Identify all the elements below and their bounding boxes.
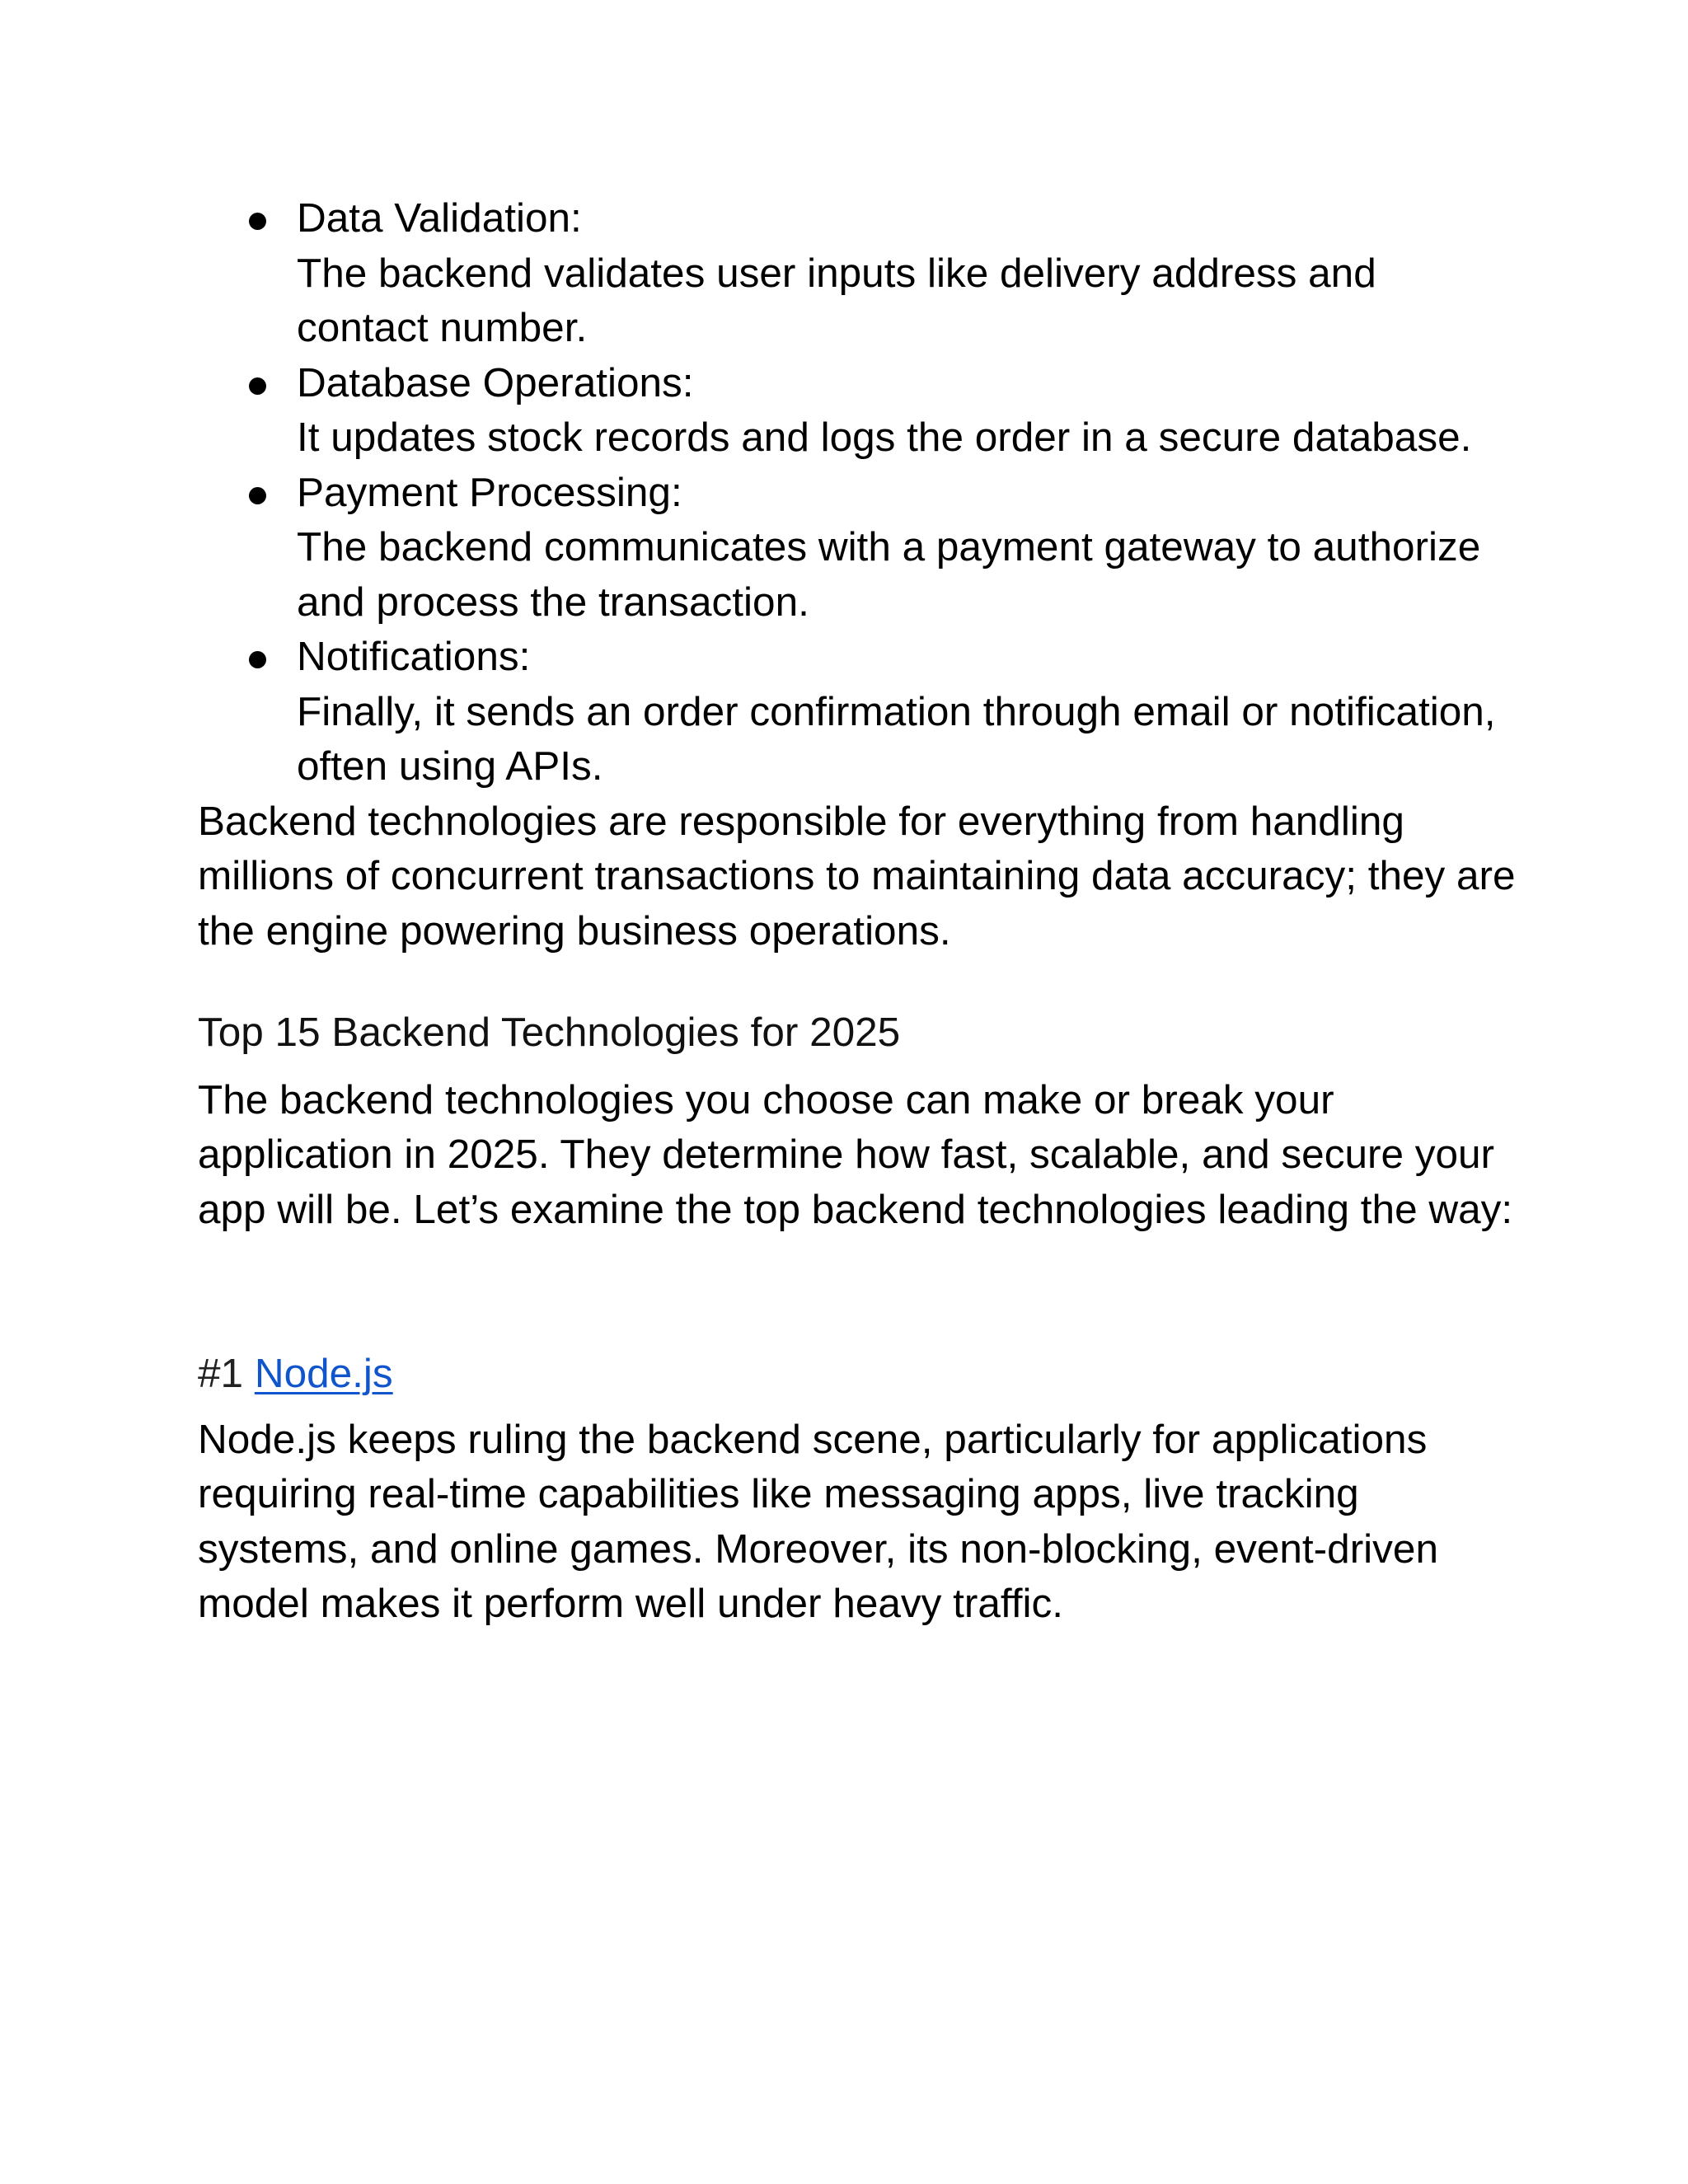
bullet-title: Data Validation: <box>297 195 582 241</box>
bullet-title: Database Operations: <box>297 359 694 405</box>
bullet-icon <box>249 651 266 668</box>
bullet-title: Payment Processing: <box>297 469 682 515</box>
document-content <box>198 191 1517 1632</box>
tech-item-description: Node.js keeps ruling the backend scene, particularly for applications requiring real-time capabilities like messaging apps, live tracking systems, and online games. Moreover, its non-blocking, event-driven model makes it perform well under heavy traffic. <box>198 1416 1438 1626</box>
tech-item-number: #1 <box>198 1351 244 1396</box>
section-intro-paragraph: The backend technologies you choose can make or break your application in 2025. They determine how fast, scalable, and secure your app will be. Let’s examine the top backend technologies leading the way: <box>198 1076 1513 1232</box>
summary-paragraph: Backend technologies are responsible for everything from handling millions of concurrent transactions to maintaining data accuracy; they are the engine powering business operations. <box>198 798 1516 954</box>
backend-steps-list <box>198 191 1517 794</box>
bullet-icon <box>249 213 266 230</box>
bullet-icon <box>249 377 266 395</box>
list-item <box>198 356 1517 466</box>
bullet-text: The backend validates user inputs like delivery address and contact number. <box>297 250 1376 350</box>
bullet-icon <box>249 487 266 504</box>
bullet-title: Notifications: <box>297 634 531 679</box>
bullet-text: Finally, it sends an order confirmation through email or notification, often using APIs. <box>297 688 1496 789</box>
list-item <box>198 630 1517 794</box>
bullet-text: The backend communicates with a payment gateway to authorize and process the transaction. <box>297 524 1481 625</box>
section-spacer <box>198 1237 1517 1347</box>
list-item <box>198 466 1517 630</box>
section-heading: Top 15 Backend Technologies for 2025 <box>198 1010 901 1055</box>
tech-item-heading <box>198 1347 1517 1402</box>
bullet-text: It updates stock records and logs the order in a secure database. <box>297 415 1472 460</box>
nodejs-link[interactable]: Node.js <box>254 1351 393 1396</box>
list-item <box>198 191 1517 356</box>
